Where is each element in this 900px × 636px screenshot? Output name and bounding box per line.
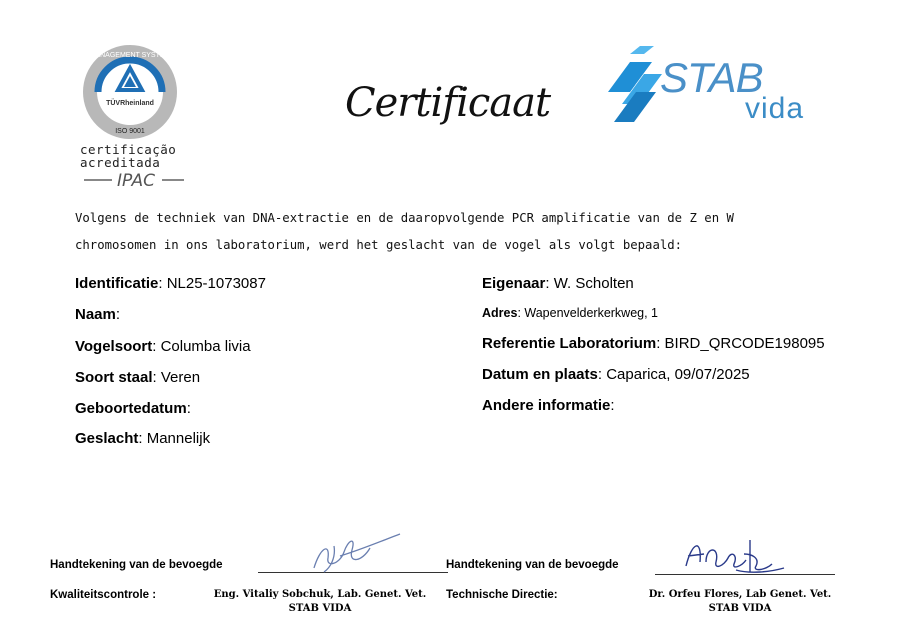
field-adres [482, 306, 658, 320]
left-signer-org: STAB VIDA [288, 603, 352, 614]
field-naam [75, 306, 120, 323]
right-signature-label: Handtekening van de bevoegde [446, 559, 619, 571]
left-handwritten-signature [300, 528, 410, 574]
field-soort-staal [75, 369, 200, 386]
field-label: Geboortedatum [75, 400, 187, 417]
field-label: Vogelsoort [75, 338, 153, 355]
field-identificatie [75, 275, 266, 292]
field-geslacht [75, 430, 210, 447]
tuv-seal-logo [82, 44, 178, 140]
field-andere-informatie [482, 397, 615, 414]
field-value: : Columba livia [152, 338, 251, 355]
field-label: Soort staal [75, 369, 153, 386]
left-signer-name: Eng. Vitaliy Sobchuk, Lab. Genet. Vet. [213, 589, 427, 600]
field-label: Referentie Laboratorium [482, 335, 657, 352]
intro-line-1: Volgens de techniek van DNA-extractie en de daaropvolgende PCR amplificatie van de Z en W [75, 211, 734, 225]
stab-wordmark: STAB [660, 54, 763, 101]
field-value: : Wapenvelderkerkweg, 1 [517, 306, 659, 320]
intro-line-2: chromosomen in ons laboratorium, werd het geslacht van de vogel als volgt bepaald: [75, 238, 683, 252]
right-handwritten-signature [680, 532, 790, 578]
right-signer-name: Dr. Orfeu Flores, Lab Genet. Vet. [648, 589, 832, 600]
field-datum-en-plaats [482, 366, 750, 383]
field-value: : Mannelijk [138, 430, 211, 447]
field-label: Adres [482, 306, 518, 320]
field-geboortedatum [75, 400, 191, 417]
field-label: Naam [75, 306, 116, 323]
accreditation-text [80, 143, 190, 169]
field-referentie-laboratorium [482, 335, 825, 352]
field-label: Identificatie [75, 275, 159, 292]
field-eigenaar [482, 275, 634, 292]
field-value: : NL25-1073087 [158, 275, 266, 292]
right-signer-block [630, 588, 850, 616]
field-value: : Veren [152, 369, 201, 386]
field-value: : [115, 306, 121, 323]
left-signer-block [200, 588, 440, 616]
field-value: : Caparica, 09/07/2025 [597, 366, 750, 383]
ipac-text: IPAC [117, 171, 155, 190]
right-signer-org: STAB VIDA [708, 603, 772, 614]
accreditation-line2: acreditada [80, 155, 161, 170]
field-label: Andere informatie [482, 397, 611, 414]
field-label: Datum en plaats [482, 366, 598, 383]
field-label: Geslacht [75, 430, 139, 447]
intro-paragraph [75, 205, 855, 259]
left-signer-role: Kwaliteitscontrole : [50, 589, 157, 601]
seal-standard-text: ISO 9001 [115, 128, 145, 135]
right-signer-role: Technische Directie: [446, 589, 558, 601]
left-signature-label: Handtekening van de bevoegde [50, 559, 223, 571]
seal-brand-text: TÜVRheinland [106, 100, 154, 107]
field-label: Eigenaar [482, 275, 546, 292]
ipac-logo [84, 170, 194, 190]
vida-wordmark: vida [745, 92, 805, 125]
accreditation-line1: certificação [80, 142, 177, 157]
field-value: : W. Scholten [545, 275, 634, 292]
certificate-title: Certificaat [345, 80, 551, 126]
stab-vida-logo [600, 42, 850, 127]
field-vogelsoort [75, 338, 251, 355]
field-value: : BIRD_QRCODE198095 [656, 335, 825, 352]
field-value: : [186, 400, 191, 417]
field-value: : [610, 397, 615, 414]
seal-top-text: MANAGEMENT SYSTEM [89, 52, 171, 59]
